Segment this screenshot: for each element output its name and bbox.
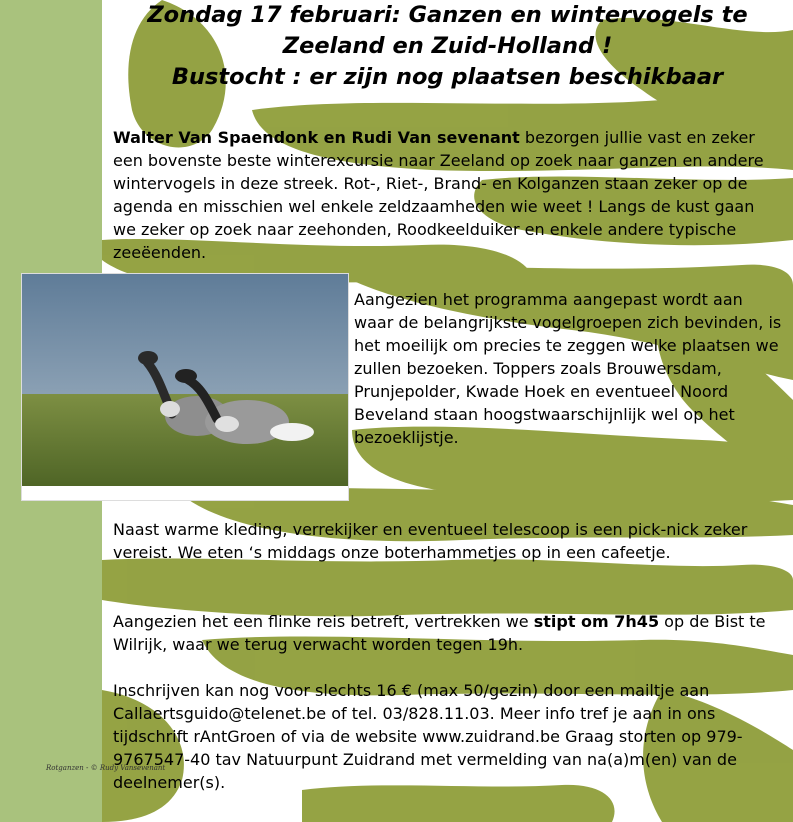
departure-paragraph <box>113 610 778 656</box>
photo-caption: Rotganzen - © Rudy Vansevenant <box>46 764 166 772</box>
page-title <box>102 0 793 93</box>
departure-time: stipt om 7h45 <box>533 612 660 631</box>
program-paragraph: Aangezien het programma aangepast wordt aan waar de belangrijkste vogelgroepen zich bevinden, is het moeilijk om precies te zeggen welke plaatsen we zullen bezoeken. Toppers zoals Brouwersdam, Prunjepolder, Kwade Hoek en eventueel Noord Beveland staan hoogstwaarschijnlijk wel op het bezoeklijstje. <box>354 290 782 447</box>
title-line-1: Zondag 17 februari: Ganzen en wintervogels te <box>147 2 748 28</box>
intro-text: bezorgen jullie vast en zeker een bovenste beste winterexcursie naar Zeeland op zoek naar ganzen en andere wintervogels in deze streek. Rot-, Riet-, Brand- en Kolganzen staan zeker op de agenda en misschien wel enkele zeldzaamheden wie weet ! Langs de kust gaan we zeker op zoek naar zeehonden, Roodkeelduiker en enkele andere typische zeeëenden. <box>113 128 764 262</box>
intro-paragraph <box>113 126 778 264</box>
departure-text-before: Aangezien het een flinke reis betreft, vertrekken we <box>113 612 534 631</box>
geese-illustration <box>22 274 348 486</box>
title-line-2: Zeeland en Zuid-Holland ! <box>282 33 613 59</box>
departure-text-after: op de Bist te Wilrijk, waar we terug verwacht worden tegen 19h. <box>113 612 766 654</box>
gear-paragraph: Naast warme kleding, verrekijker en eventueel telescoop is een pick-nick zeker vereist. We eten ‘s middags onze boterhammetjes op in een cafeetje. <box>113 520 748 562</box>
registration-paragraph: Inschrijven kan nog voor slechts 16 € (max 50/gezin) door een mailtje aan Callaertsguido@telenet.be of tel. 03/828.11.03. Meer info tref je aan in ons tijdschrift rAntGroen of via de website www.zuidrand.be Graag storten op 979-9767547-40 tav Natuurpunt Zuidrand met vermelding van na(a)m(en) van de deelnemer(s). <box>113 681 743 792</box>
organizers-names: Walter Van Spaendonk en Rudi Van sevenant <box>113 128 520 147</box>
title-line-3: Bustocht : er zijn nog plaatsen beschikbaar <box>171 64 724 90</box>
